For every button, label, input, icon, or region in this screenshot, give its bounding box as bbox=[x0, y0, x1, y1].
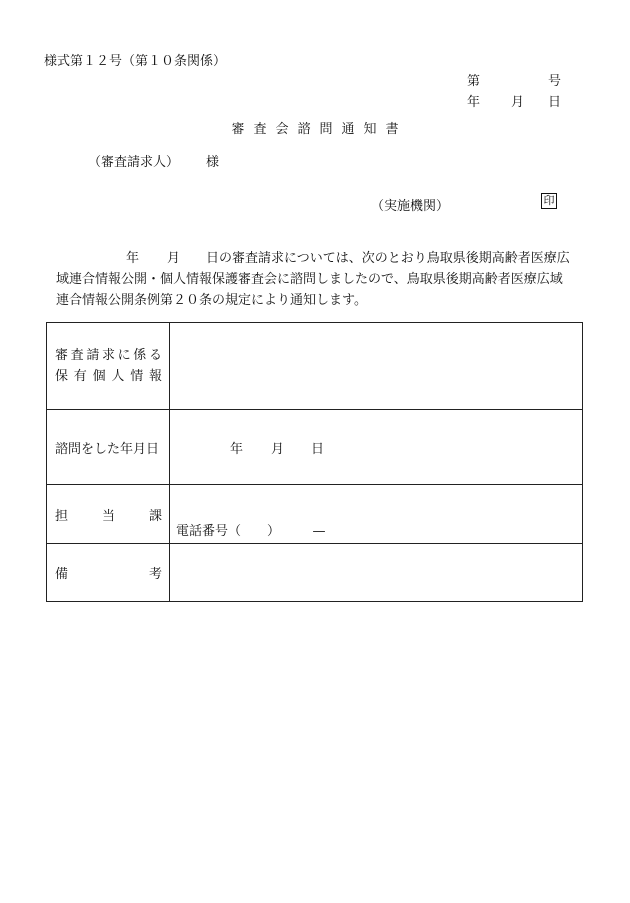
info-table bbox=[46, 322, 583, 602]
label-line-2 bbox=[55, 366, 162, 387]
body-month: 月 bbox=[167, 251, 181, 266]
label-inquiry-date bbox=[47, 410, 170, 485]
seal-mark: 印 bbox=[541, 193, 557, 209]
inquiry-year: 年 bbox=[230, 441, 244, 457]
label-department bbox=[47, 485, 170, 544]
label-char: 当 bbox=[101, 508, 115, 524]
label-char: 有 bbox=[73, 369, 87, 384]
value-department[interactable] bbox=[170, 485, 583, 544]
label-char: 報 bbox=[148, 369, 162, 384]
label-char: 求 bbox=[101, 348, 115, 363]
label-text: 諮問をした年月日 bbox=[55, 441, 160, 457]
body-line-2: 域連合情報公開・個人情報保護審査会に諮問しましたので、鳥取県後期高齢者医療広域 bbox=[56, 272, 563, 287]
table-row bbox=[47, 410, 583, 485]
body-line-1 bbox=[56, 248, 586, 269]
body-line-1-text: 日の審査請求については、次のとおり鳥取県後期高齢者医療広 bbox=[206, 251, 570, 266]
document-number-suffix: 号 bbox=[548, 74, 562, 89]
value-personal-info[interactable] bbox=[170, 323, 583, 410]
notice-body bbox=[56, 248, 586, 311]
value-inquiry-date[interactable] bbox=[170, 410, 583, 485]
label-line-1 bbox=[55, 345, 162, 366]
inquiry-date-fields bbox=[170, 438, 582, 457]
document-number-prefix: 第 bbox=[467, 74, 481, 89]
inquiry-month: 月 bbox=[271, 441, 285, 457]
phone-number: 電話番号（ ） — bbox=[176, 524, 326, 539]
inquiry-day: 日 bbox=[311, 441, 325, 457]
table-row bbox=[47, 323, 583, 410]
honorific: 様 bbox=[206, 155, 220, 170]
agency-label: （実施機関） bbox=[371, 199, 450, 214]
label-char: 考 bbox=[148, 567, 162, 582]
label-char: 担 bbox=[55, 508, 69, 524]
requester-label: （審査請求人） bbox=[88, 155, 180, 170]
label-personal-info bbox=[47, 323, 170, 410]
table-row bbox=[47, 485, 583, 544]
form-number: 様式第１２号（第１０条関係） bbox=[44, 54, 227, 69]
label-char: 備 bbox=[55, 567, 69, 582]
label-char: 情 bbox=[130, 369, 144, 384]
label-char: 人 bbox=[111, 369, 125, 384]
label-char: 個 bbox=[92, 369, 106, 384]
label-char: 保 bbox=[55, 369, 69, 384]
label-char: 課 bbox=[148, 508, 162, 524]
table-row bbox=[47, 544, 583, 602]
body-year: 年 bbox=[126, 251, 140, 266]
document-title: 審査会諮問通知書 bbox=[231, 122, 408, 137]
label-char: 請 bbox=[86, 348, 100, 363]
label-char: 係 bbox=[133, 348, 147, 363]
label-spread bbox=[55, 563, 162, 582]
label-char: る bbox=[148, 348, 162, 363]
date-day-label: 日 bbox=[548, 95, 562, 110]
body-line-3: 連合情報公開条例第２０条の規定により通知します。 bbox=[56, 293, 367, 308]
value-remarks[interactable] bbox=[170, 544, 583, 602]
label-char: 査 bbox=[70, 348, 84, 363]
label-char: に bbox=[117, 348, 131, 363]
label-spread bbox=[55, 505, 162, 524]
label-char: 審 bbox=[55, 348, 69, 363]
label-remarks bbox=[47, 544, 170, 602]
date-month-label: 月 bbox=[511, 95, 525, 110]
date-year-label: 年 bbox=[467, 95, 481, 110]
department-cell bbox=[170, 485, 582, 543]
